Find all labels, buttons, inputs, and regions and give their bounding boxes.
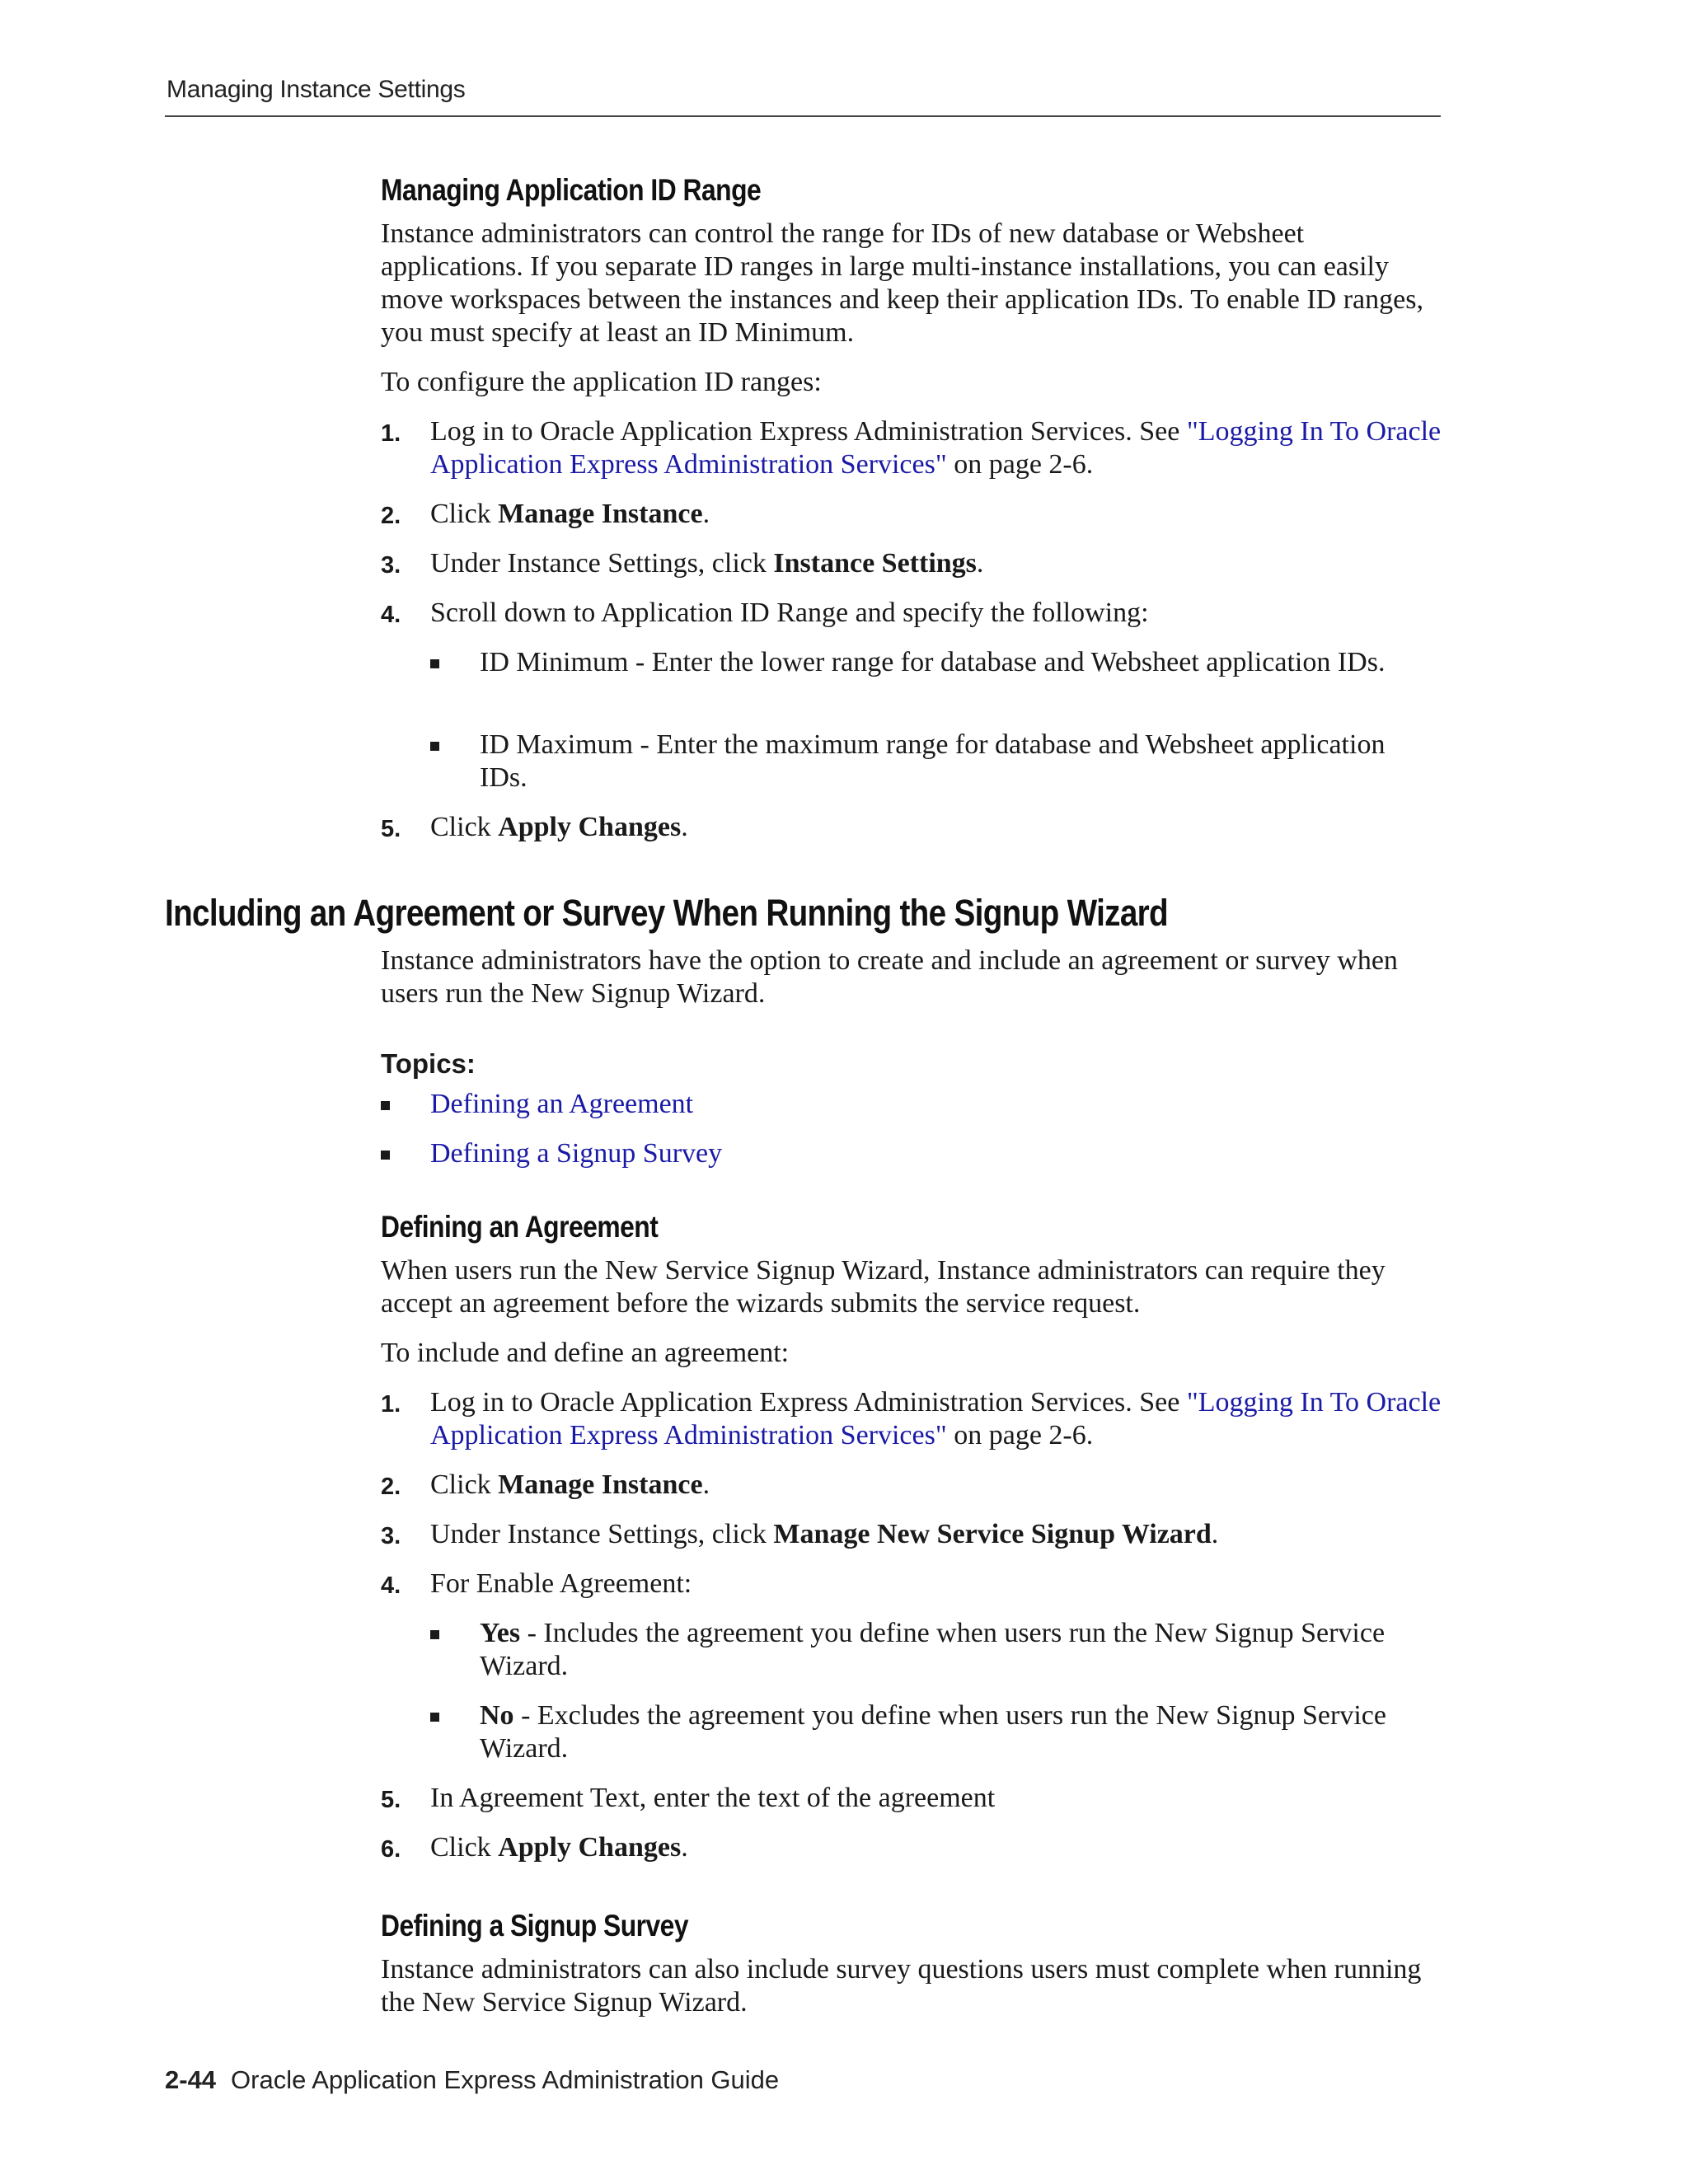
page-footer [165, 2065, 779, 2095]
bullet-icon [430, 659, 439, 668]
agreement-intro: Instance administrators have the option to create and include an agreement or survey when users run the New Signup Wizard. [381, 945, 1398, 1009]
app-id-lead: To configure the application ID ranges: [381, 367, 822, 397]
header-rule [165, 115, 1441, 117]
app-id-intro: Instance administrators can control the range for IDs of new database or Websheet applications. If you separate ID ranges in large multi-instance installations, you can easily move workspaces between the instances and keep their application IDs. To enable ID ranges, you must specify at least an ID Minimum. [381, 218, 1423, 348]
define-agreement-intro: When users run the New Service Signup Wizard, Instance administrators can require they accept an agreement before the wizards submits the service request. [381, 1255, 1386, 1319]
heading-app-id-range: Managing Application ID Range [381, 173, 762, 207]
topics-label: Topics: [381, 1048, 476, 1079]
heading-defining-agreement: Defining an Agreement [381, 1210, 659, 1244]
book-title: Oracle Application Express Administration Guide [231, 2065, 780, 2094]
running-header: Managing Instance Settings [166, 76, 466, 103]
bullet-icon [430, 1713, 439, 1722]
link-defining-agreement[interactable]: Defining an Agreement [430, 1089, 694, 1119]
heading-signup-survey: Defining a Signup Survey [381, 1909, 689, 1943]
survey-intro: Instance administrators can also include survey questions users must complete when running the New Service Signup Wizard. [381, 1954, 1422, 2018]
link-logging-in-2[interactable]: "Logging In To Oracle Application Express Administration Services" [430, 1387, 1442, 1451]
bullet-icon [381, 1151, 390, 1160]
page-number: 2-44 [165, 2065, 217, 2094]
link-defining-survey[interactable]: Defining a Signup Survey [430, 1138, 723, 1169]
bullet-icon [430, 742, 439, 751]
heading-agreement-survey: Including an Agreement or Survey When Running the Signup Wizard [165, 892, 1168, 934]
bullet-icon [430, 1630, 439, 1639]
link-logging-in[interactable]: "Logging In To Oracle Application Express Administration Services" [430, 416, 1442, 480]
bullet-icon [381, 1101, 390, 1110]
define-agreement-lead: To include and define an agreement: [381, 1338, 790, 1368]
